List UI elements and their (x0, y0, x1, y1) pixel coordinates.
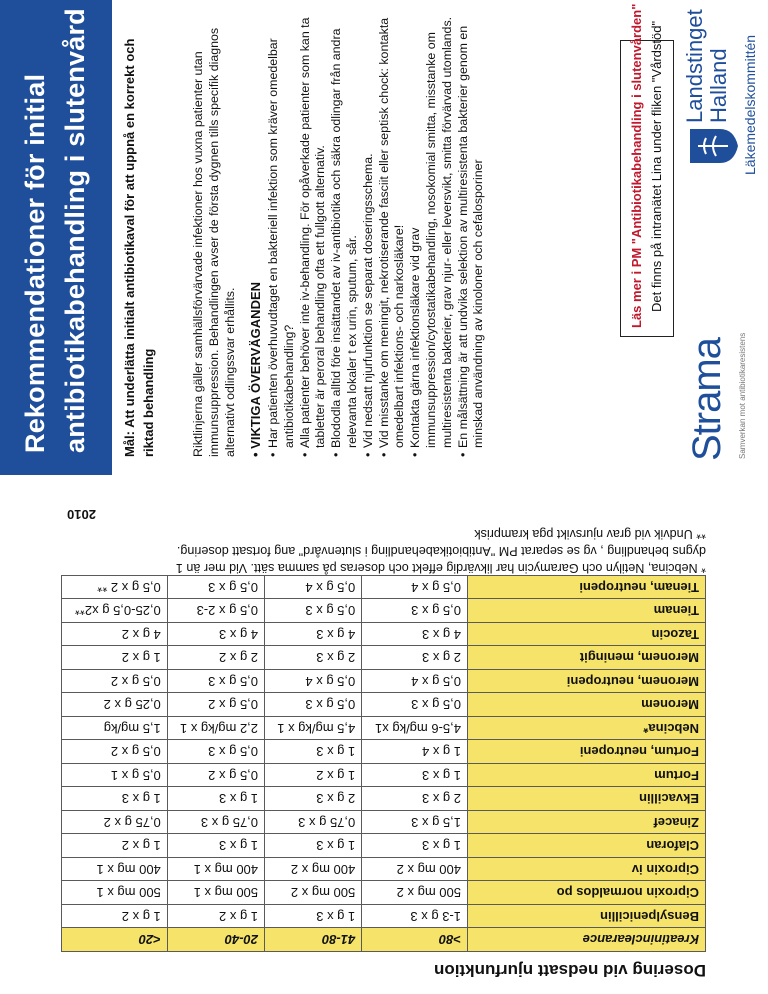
dose-cell: 1 g x 2 (62, 834, 168, 858)
column-header: <20 (62, 928, 168, 952)
footnotes (46, 525, 706, 576)
drug-name: Fortum, neutropeni (468, 740, 706, 764)
landstinget-region: Halland (706, 48, 731, 123)
strama-logo: Strama (685, 338, 729, 461)
read-more-title: Läs mer i PM "Antibiotikabehandling i slutenvården" (629, 3, 644, 328)
dose-cell: 4,5-6 mg/kg x1 (362, 717, 468, 741)
drug-name: Claforan (468, 834, 706, 858)
dose-cell: 1 g x 3 (265, 905, 362, 929)
dose-cell: 1 g x 3 (167, 787, 264, 811)
table-row (62, 740, 706, 764)
title-line-1: Rekommendationer för initial (20, 73, 50, 453)
footnote-line: * Nebcina, Netilyn och Garamycin har likvärdig effekt och doseras på samma sätt. Vid mer än 1 (175, 561, 706, 575)
dose-cell: 0,5 g x 3 (265, 693, 362, 717)
drug-name: Nebcina* (468, 717, 706, 741)
recommendations-panel-content (0, 0, 768, 475)
drug-name: Meronem, meningit (468, 646, 706, 670)
table-row (62, 670, 706, 694)
table-row (62, 787, 706, 811)
table-row (62, 764, 706, 788)
dose-cell: 0,5 g x 2 (167, 764, 264, 788)
column-header: 20-40 (167, 928, 264, 952)
goal-statement: Mål: Att underlätta initialt antibiotikaval för att uppnå en korrekt och riktad behandling (122, 38, 156, 457)
dose-cell: 4 g x 3 (362, 623, 468, 647)
drug-name: Ciproxin normaldos po (468, 881, 706, 905)
drug-name: Ekvacillin (468, 787, 706, 811)
important-item: • Blododla alltid före insättandet av iv-antibiotika och säkra odlingar från andra relevanta lokaler t ex urin, sputum, sår. (329, 12, 361, 457)
read-more-box (620, 3, 674, 337)
dose-cell: 500 mg x 2 (265, 881, 362, 905)
dose-cell: 400 mg x 2 (265, 858, 362, 882)
table-row (62, 646, 706, 670)
drug-name: Tazocin (468, 623, 706, 647)
read-more-location: Det finns på intranätet Lina under fliken "Vårdstöd" (649, 20, 664, 312)
dose-cell: 0,5 g x 4 (265, 670, 362, 694)
dose-cell: 1 g x 4 (362, 740, 468, 764)
dose-cell: 0,5 g x 3 (265, 599, 362, 623)
dose-cell: 0,75 g x 3 (265, 811, 362, 835)
dosing-heading: Dosering vid nedsatt njurfunktion (433, 961, 706, 980)
footnote-line: ** Undvik vid grav njursvikt pga kramprisk (474, 527, 706, 541)
dose-cell: 500 mg x 1 (167, 881, 264, 905)
dose-cell: 2 g x 2 (167, 646, 264, 670)
dose-cell: 0,75 g x 2 (62, 811, 168, 835)
dose-cell: 1 g x 3 (62, 787, 168, 811)
table-row (62, 693, 706, 717)
drug-name: Fortum (468, 764, 706, 788)
dose-cell: 0,5 g x 4 (265, 576, 362, 600)
drug-name: Tienam (468, 599, 706, 623)
important-heading: • VIKTIGA ÖVERVÄGANDEN (248, 281, 263, 457)
table-row (62, 599, 706, 623)
publication-year: 2010 (67, 507, 96, 522)
dose-cell: 2,2 mg/kg x 1 (167, 717, 264, 741)
dose-cell: 0,5 g x 4 (362, 670, 468, 694)
dose-cell: 1 g x 2 (167, 905, 264, 929)
dose-cell: 2 g x 3 (362, 787, 468, 811)
dosing-table-body (62, 576, 706, 929)
dose-cell: 4 g x 3 (265, 623, 362, 647)
recommendations-panel (0, 0, 768, 475)
dosing-panel (0, 480, 768, 994)
table-row (62, 576, 706, 600)
title-line-2: antibiotikabehandling i slutenvård (60, 8, 90, 453)
dose-cell: 4,5 mg/kg x 1 (265, 717, 362, 741)
footer-area (600, 0, 768, 475)
dose-cell: 400 mg x 1 (167, 858, 264, 882)
dose-cell: 400 mg x 1 (62, 858, 168, 882)
dose-cell: 0,75 g x 3 (167, 811, 264, 835)
drug-name: Bensylpenicillin (468, 905, 706, 929)
dose-cell: 1-3 g x 3 (362, 905, 468, 929)
important-item: • Kontakta gärna infektionsläkare vid grav immunsuppression/cytostatikabehandling, nosokomial smitta, misstanke om multiresistenta bakterier, grav njur- eller leversvikt, smitta förvärvad utomlands. (408, 12, 455, 457)
dose-cell: 0,5 g x 3 (167, 740, 264, 764)
dose-cell: 0,5 g x 3 (362, 599, 468, 623)
dose-cell: 2 g x 3 (265, 787, 362, 811)
dosing-table (61, 575, 706, 952)
table-row (62, 881, 706, 905)
important-item: • Alla patienter behöver inte iv-behandling. För opåverkade patienter som kan ta tabletter är peroral behandling ofta ett fullgott alternativ. (298, 12, 330, 457)
dose-cell: 0,25 g x 2 (62, 693, 168, 717)
dose-cell: 0,5 g x 2 ** (62, 576, 168, 600)
dose-cell: 1 g x 3 (167, 834, 264, 858)
dose-cell: 0,5 g x 2 (62, 670, 168, 694)
column-header: Kreatininclearance (468, 928, 706, 952)
dose-cell: 1,5 mg/kg (62, 717, 168, 741)
dose-cell: 1,5 g x 3 (362, 811, 468, 835)
dose-cell: 1 g x 3 (265, 740, 362, 764)
dose-cell: 0,5 g x 2 (62, 740, 168, 764)
drug-name: Zinacef (468, 811, 706, 835)
table-row (62, 858, 706, 882)
dose-cell: 2 g x 3 (362, 646, 468, 670)
dose-cell: 1 g x 2 (265, 764, 362, 788)
important-item: • Har patienten överhuvudtaget en bakteriell infektion som kräver omedelbar antibiotikabehandling? (266, 12, 298, 457)
dose-cell: 500 mg x 1 (62, 881, 168, 905)
dose-cell: 0,5 g x 1 (62, 764, 168, 788)
drug-committee-name: Läkemedelskommittén (742, 34, 758, 175)
drug-name: Tienam, neutropeni (468, 576, 706, 600)
intro-paragraph: Riktlinjerna gäller samhällsförvärvade infektioner hos vuxna patienter utan immunsuppression. Behandlingen avser de första dygnen tills specifik diagnos alternativt odlingssvar erhållits. (191, 27, 237, 457)
landstinget-name: Landstinget (682, 9, 707, 123)
dose-cell: 4 g x 3 (167, 623, 264, 647)
drug-name: Meronem (468, 693, 706, 717)
dose-cell: 400 mg x 2 (362, 858, 468, 882)
dosing-header-row (62, 928, 706, 952)
landstinget-emblem-icon (688, 127, 740, 165)
dose-cell: 0,5 g x 3 (362, 693, 468, 717)
dose-cell: 1 g x 3 (362, 764, 468, 788)
strama-tagline: Samverkan mot antibiotikaresistens (738, 332, 747, 459)
table-row (62, 834, 706, 858)
table-row (62, 717, 706, 741)
important-item: • Vid nedsatt njurfunktion se separat doseringsschema. (361, 12, 377, 457)
dose-cell: 0,5 g x 3 (167, 670, 264, 694)
dose-cell: 1 g x 2 (62, 905, 168, 929)
dose-cell: 4 g x 2 (62, 623, 168, 647)
dose-cell: 0,25-0,5 g x2** (62, 599, 168, 623)
dose-cell: 0,5 g x 4 (362, 576, 468, 600)
dose-cell: 1 g x 3 (362, 834, 468, 858)
dose-cell: 0,5 g x 2-3 (167, 599, 264, 623)
column-header: >80 (362, 928, 468, 952)
title-banner (0, 0, 112, 475)
drug-name: Ciproxin iv (468, 858, 706, 882)
column-header: 41-80 (265, 928, 362, 952)
drug-name: Meronem, neutropeni (468, 670, 706, 694)
dose-cell: 500 mg x 2 (362, 881, 468, 905)
important-item: • Vid misstanke om meningit, nekrotiserande fasciit eller septisk chock: kontakta omedelbart infektions- och narkosläkare! (377, 12, 409, 457)
important-list (266, 12, 487, 457)
table-row (62, 811, 706, 835)
dose-cell: 1 g x 3 (265, 834, 362, 858)
dose-cell: 2 g x 3 (265, 646, 362, 670)
footnote-line: dygns behandling , vg se separat PM "Antibiotikabehandling i slutenvård" ang fortsatt dosering. (176, 544, 706, 558)
table-row (62, 623, 706, 647)
dose-cell: 0,5 g x 3 (167, 576, 264, 600)
important-item: • En målsättning är att undvika selektion av multiresistenta bakterier genom en minskad användning av kinoloner och cefalosporiner (456, 12, 488, 457)
dose-cell: 1 g x 2 (62, 646, 168, 670)
table-row (62, 905, 706, 929)
dose-cell: 0,5 g x 2 (167, 693, 264, 717)
dosing-panel-content (0, 480, 768, 994)
